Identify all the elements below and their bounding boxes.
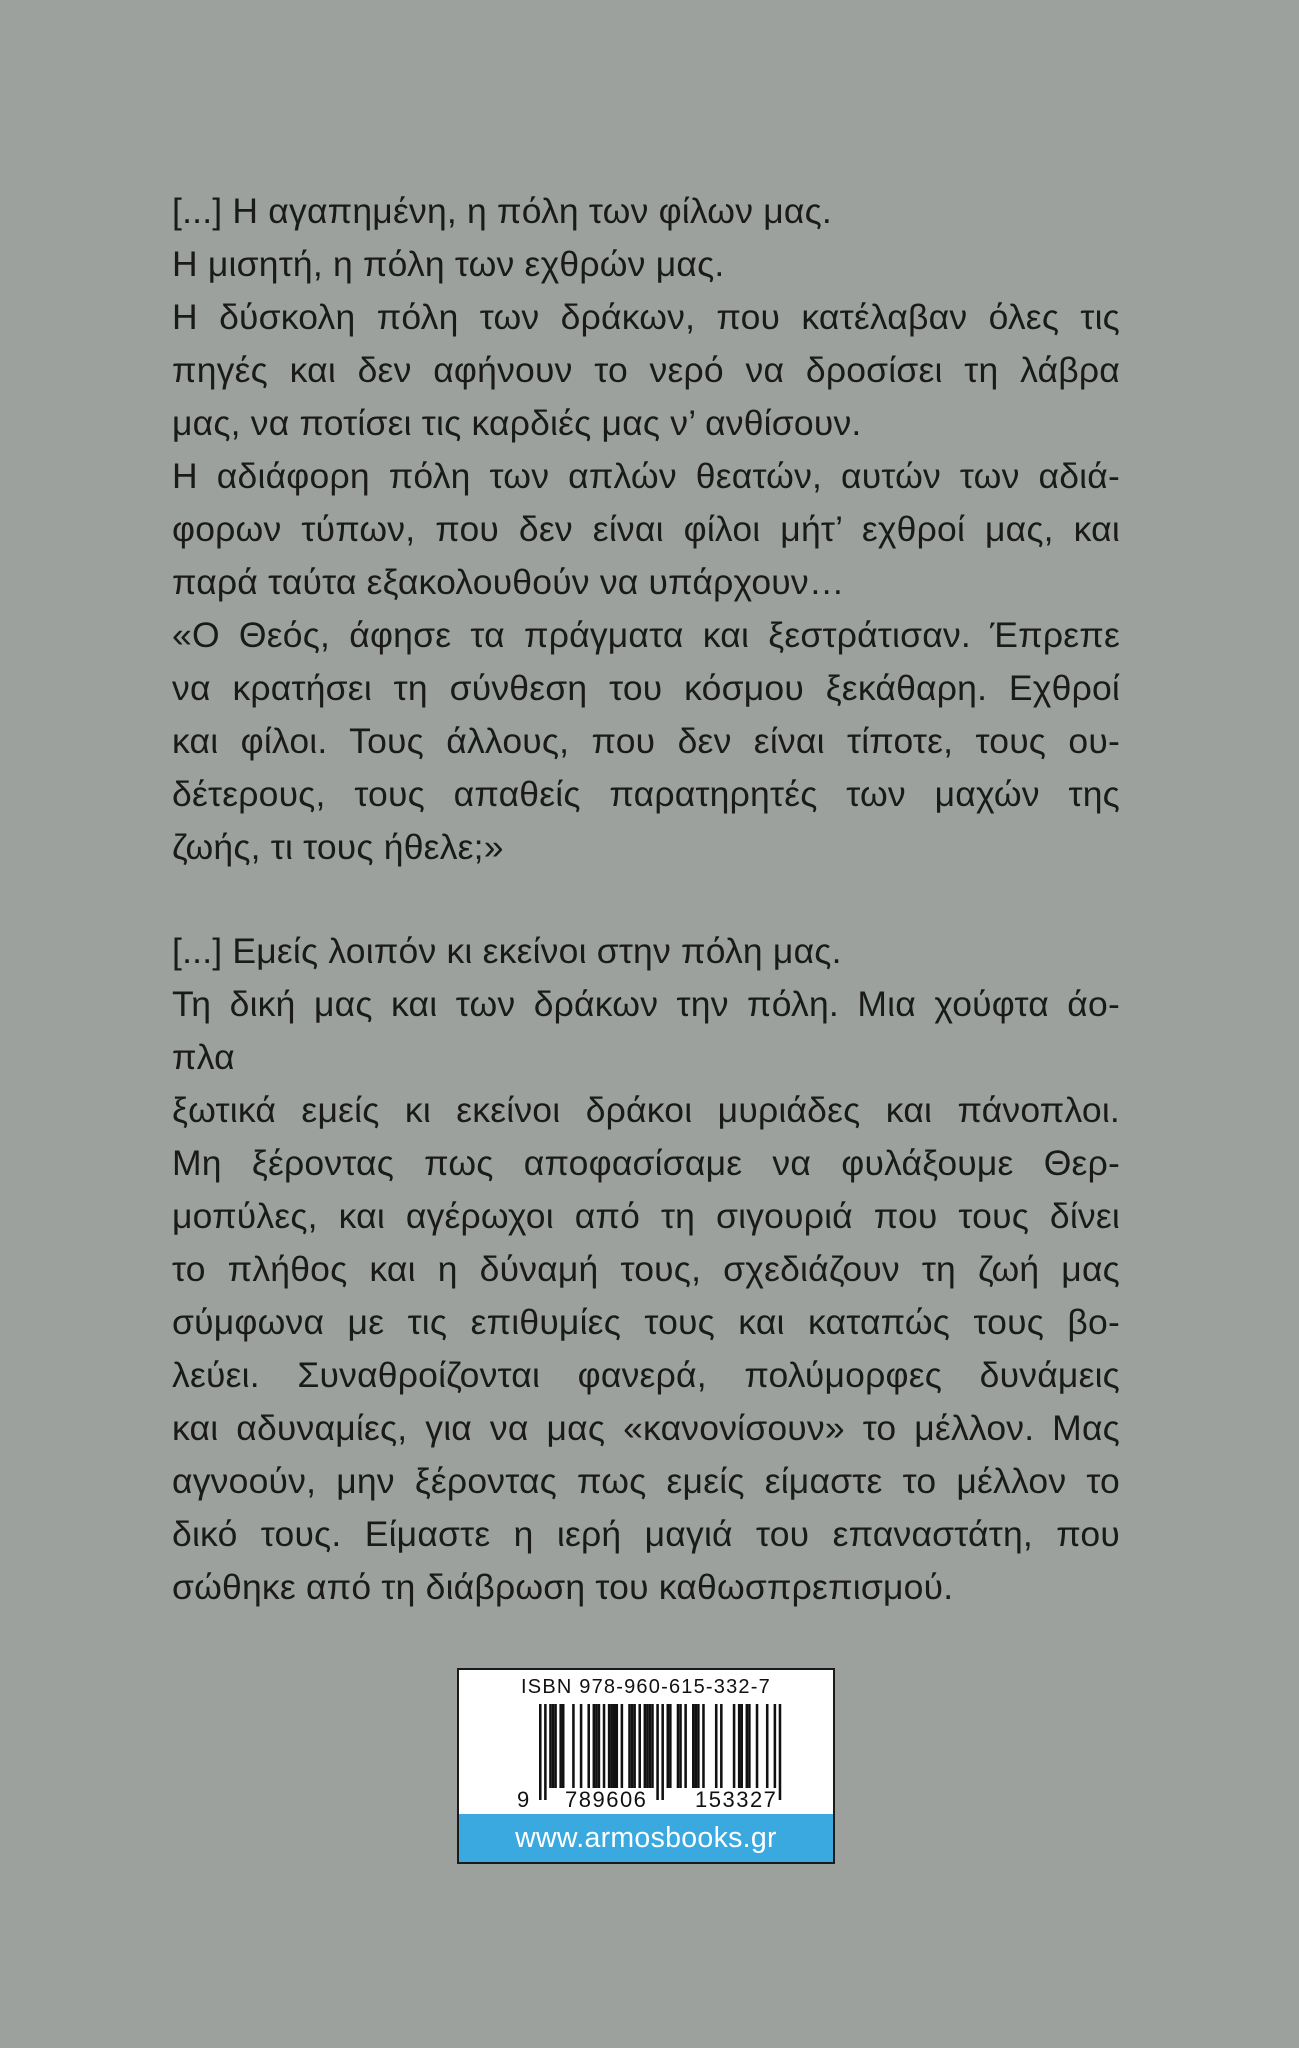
barcode-bar xyxy=(603,1704,606,1788)
blurb-paragraph-2 xyxy=(172,925,1120,1614)
barcode-bar xyxy=(766,1704,769,1788)
text-line: παρά ταύτα εξακολουθούν να υπάρχουν… xyxy=(172,562,845,602)
text-line: ξωτικά εμείς κι εκείνοι δράκοι μυριάδες και πάνοπλοι. xyxy=(172,1090,1120,1130)
text-line: μας, να ποτίσει τις καρδιές μας ν’ ανθίσουν. xyxy=(172,403,862,443)
barcode-bar xyxy=(646,1704,649,1788)
barcode-bar xyxy=(740,1704,743,1788)
barcode-bar xyxy=(613,1704,616,1788)
barcode-bar xyxy=(621,1704,624,1788)
barcode-bar xyxy=(559,1704,562,1788)
text-line: πλα xyxy=(172,1037,235,1077)
barcode-bar xyxy=(679,1704,682,1788)
text-line: δέτερους, τους απαθείς παρατηρητές των μαχών της xyxy=(172,774,1120,814)
text-line: [...] Εμείς λοιπόν κι εκείνοι στην πόλη μας. xyxy=(172,931,842,971)
barcode-bar xyxy=(651,1704,654,1788)
barcode-bar xyxy=(692,1704,695,1788)
barcode-bar xyxy=(702,1704,705,1788)
text-line: σώθηκε από τη διάβρωση του καθωσπρεπισμού. xyxy=(172,1567,954,1607)
barcode-bar xyxy=(644,1704,647,1788)
barcode-bar xyxy=(552,1704,555,1788)
barcode-bar xyxy=(616,1704,619,1788)
barcode-bar xyxy=(631,1704,634,1788)
barcode-bar xyxy=(598,1704,601,1788)
barcode-bar xyxy=(746,1704,749,1788)
barcode-bar xyxy=(661,1704,664,1800)
barcode-bar xyxy=(656,1704,659,1800)
text-line: και αδυναμίες, για να μας «κανονίσουν» το μέλλον. Μας xyxy=(172,1408,1120,1448)
text-line: λεύει. Συναθροίζονται φανερά, πολύμορφες δυνάμεις xyxy=(172,1355,1120,1395)
barcode-bar xyxy=(649,1704,652,1788)
barcode-bar xyxy=(667,1704,670,1788)
barcode-bar xyxy=(738,1704,741,1788)
text-line: το πλήθος και η δύναμή τους, σχεδιάζουν τη ζωή μας xyxy=(172,1249,1120,1289)
barcode-bar xyxy=(587,1704,590,1788)
text-line: να κρατήσει τη σύνθεση του κόσμου ξεκάθαρη. Εχθροί xyxy=(172,668,1120,708)
barcode-bar xyxy=(539,1704,542,1800)
barcode-bar xyxy=(610,1704,613,1788)
barcode-bar xyxy=(756,1704,759,1788)
barcode-left-digits: 789606 xyxy=(565,1787,648,1812)
barcode-bar xyxy=(774,1704,777,1800)
barcode-right-digits: 153327 xyxy=(695,1787,778,1812)
barcode-bar xyxy=(628,1704,631,1788)
barcode-bar xyxy=(633,1704,636,1788)
text-line: φορων τύπων, που δεν είναι φίλοι μήτ’ εχθροί μας, και xyxy=(172,509,1120,549)
barcode-bar xyxy=(695,1704,698,1788)
text-line: μοπύλες, και αγέρωχοι από τη σιγουριά που τους δίνει xyxy=(172,1196,1120,1236)
text-line: ζωής, τι τους ήθελε;» xyxy=(172,827,504,867)
isbn-barcode-label xyxy=(457,1668,835,1864)
barcode-bar xyxy=(608,1704,611,1788)
text-line: Η μισητή, η πόλη των εχθρών μας. xyxy=(172,244,725,284)
barcode-bar xyxy=(715,1704,718,1788)
barcode-bar xyxy=(779,1704,782,1800)
barcode-bar xyxy=(720,1704,723,1788)
text-line: Η δύσκολη πόλη των δράκων, που κατέλαβαν όλες τις xyxy=(172,297,1120,337)
text-line: Η αδιάφορη πόλη των απλών θεατών, αυτών των αδιά- xyxy=(172,456,1120,496)
barcode-bar xyxy=(549,1704,552,1788)
text-line: δικό τους. Είμαστε η ιερή μαγιά του επαναστάτη, που xyxy=(172,1514,1120,1554)
barcode-bar xyxy=(748,1704,751,1788)
text-line: πηγές και δεν αφήνουν το νερό να δροσίσει τη λάβρα xyxy=(172,350,1120,390)
barcode-bar xyxy=(562,1704,565,1788)
barcode-bar xyxy=(669,1704,672,1788)
barcode-bar xyxy=(677,1704,680,1788)
barcode-bar xyxy=(580,1704,583,1788)
text-line: [...] Η αγαπημένη, η πόλη των φίλων μας. xyxy=(172,191,832,231)
text-line: και φίλοι. Τους άλλους, που δεν είναι τίποτε, τους ου- xyxy=(172,721,1120,761)
isbn-number: ISBN 978-960-615-332-7 xyxy=(521,1676,771,1698)
text-line: Μη ξέροντας πως αποφασίσαμε να φυλάξουμε Θερ- xyxy=(172,1143,1120,1183)
barcode-bar xyxy=(595,1704,598,1788)
text-line: σύμφωνα με τις επιθυμίες τους και καταπώς τους βο- xyxy=(172,1302,1120,1342)
barcode-bar xyxy=(554,1704,557,1788)
barcode-bar xyxy=(733,1704,736,1788)
text-line: «Ο Θεός, άφησε τα πράγματα και ξεστράτισαν. Έπρεπε xyxy=(172,615,1120,655)
barcode-bar xyxy=(697,1704,700,1788)
barcode-bar xyxy=(684,1704,687,1788)
blurb-paragraph-1 xyxy=(172,185,1120,874)
barcode-bar xyxy=(544,1704,547,1800)
barcode-bar xyxy=(638,1704,641,1788)
text-line: αγνοούν, μην ξέροντας πως εμείς είμαστε το μέλλον το xyxy=(172,1461,1120,1501)
text-line: Τη δική μας και των δράκων την πόλη. Μια χούφτα άο- xyxy=(172,984,1120,1024)
barcode-bar xyxy=(593,1704,596,1788)
barcode-first-digit: 9 xyxy=(517,1787,531,1812)
publisher-website: www.armosbooks.gr xyxy=(459,1814,833,1862)
barcode-bar xyxy=(572,1704,575,1788)
